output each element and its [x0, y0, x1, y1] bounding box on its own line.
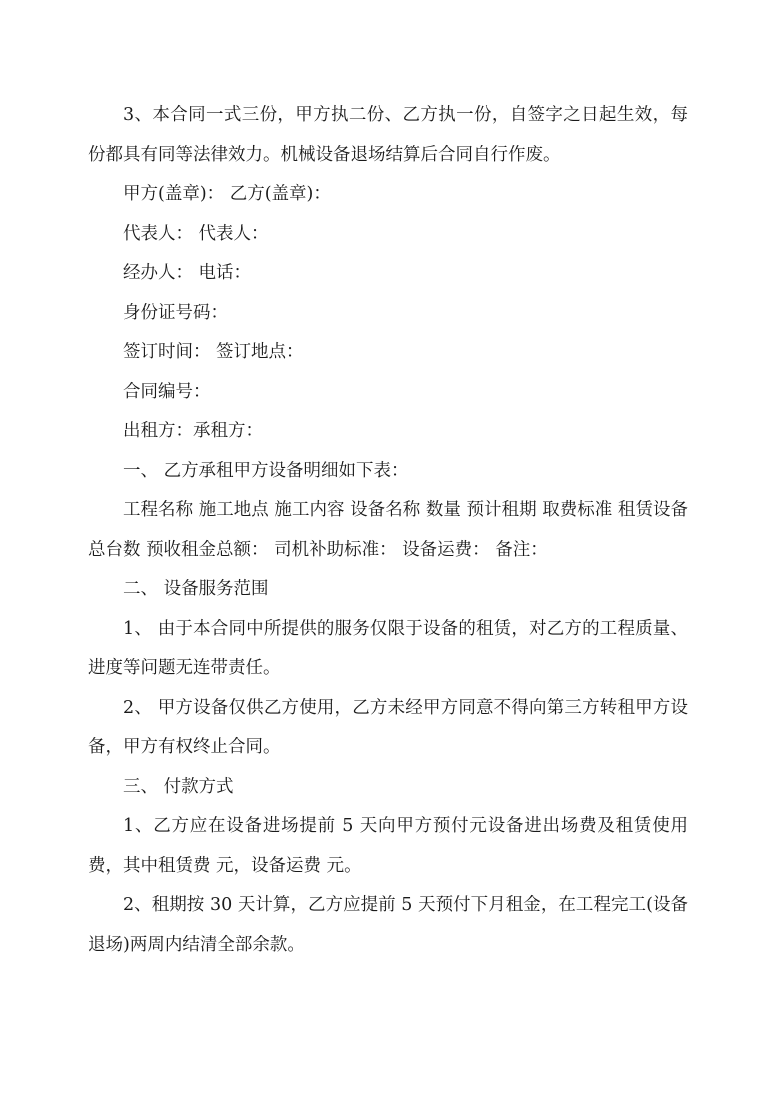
- paragraph-representatives: 代表人： 代表人：: [123, 223, 269, 244]
- section-heading-service-scope: 二、 设备服务范围: [123, 579, 269, 599]
- document-body: [88, 96, 688, 965]
- paragraph-payment-clause-1: 1、乙方应在设备进场提前 5 天向甲方预付元设备进出场费及租赁使用费，其中租赁费 元，设备运费 元。: [88, 816, 688, 876]
- paragraph-seals: 甲方(盖章)： 乙方(盖章)：: [123, 184, 331, 204]
- paragraph-handler-phone: 经办人： 电话：: [123, 263, 252, 283]
- paragraph-contract-number: 合同编号：: [123, 381, 211, 402]
- paragraph-equipment-fields: 工程名称 施工地点 施工内容 设备名称 数量 预计租期 取费标准 租赁设备总台数 预收租金总额： 司机补助标准： 设备运费： 备注：: [88, 500, 688, 560]
- paragraph-scope-clause-2: 2、 甲方设备仅供乙方使用，乙方未经甲方同意不得向第三方转租甲方设备，甲方有权终止合同。: [88, 697, 688, 757]
- paragraph-scope-clause-1: 1、 由于本合同中所提供的服务仅限于设备的租赁，对乙方的工程质量、进度等问题无连带责任。: [88, 618, 688, 678]
- paragraph-lessor-lessee: 出租方：承租方：: [123, 421, 263, 441]
- paragraph-sign-time-place: 签订时间： 签订地点：: [123, 342, 304, 362]
- paragraph-payment-clause-2: 2、租期按 30 天计算，乙方应提前 5 天预付下月租金，在工程完工(设备退场)两周内结清全部余款。: [88, 895, 688, 955]
- paragraph-validity: 3、本合同一式三份，甲方执二份、乙方执一份，自签字之日起生效，每份都具有同等法律效力。机械设备退场结算后合同自行作废。: [88, 105, 688, 165]
- paragraph-id-number: 身份证号码：: [123, 302, 228, 323]
- section-heading-payment: 三、 付款方式: [123, 776, 234, 797]
- section-heading-equipment-list: 一、 乙方承租甲方设备明细如下表：: [123, 460, 409, 481]
